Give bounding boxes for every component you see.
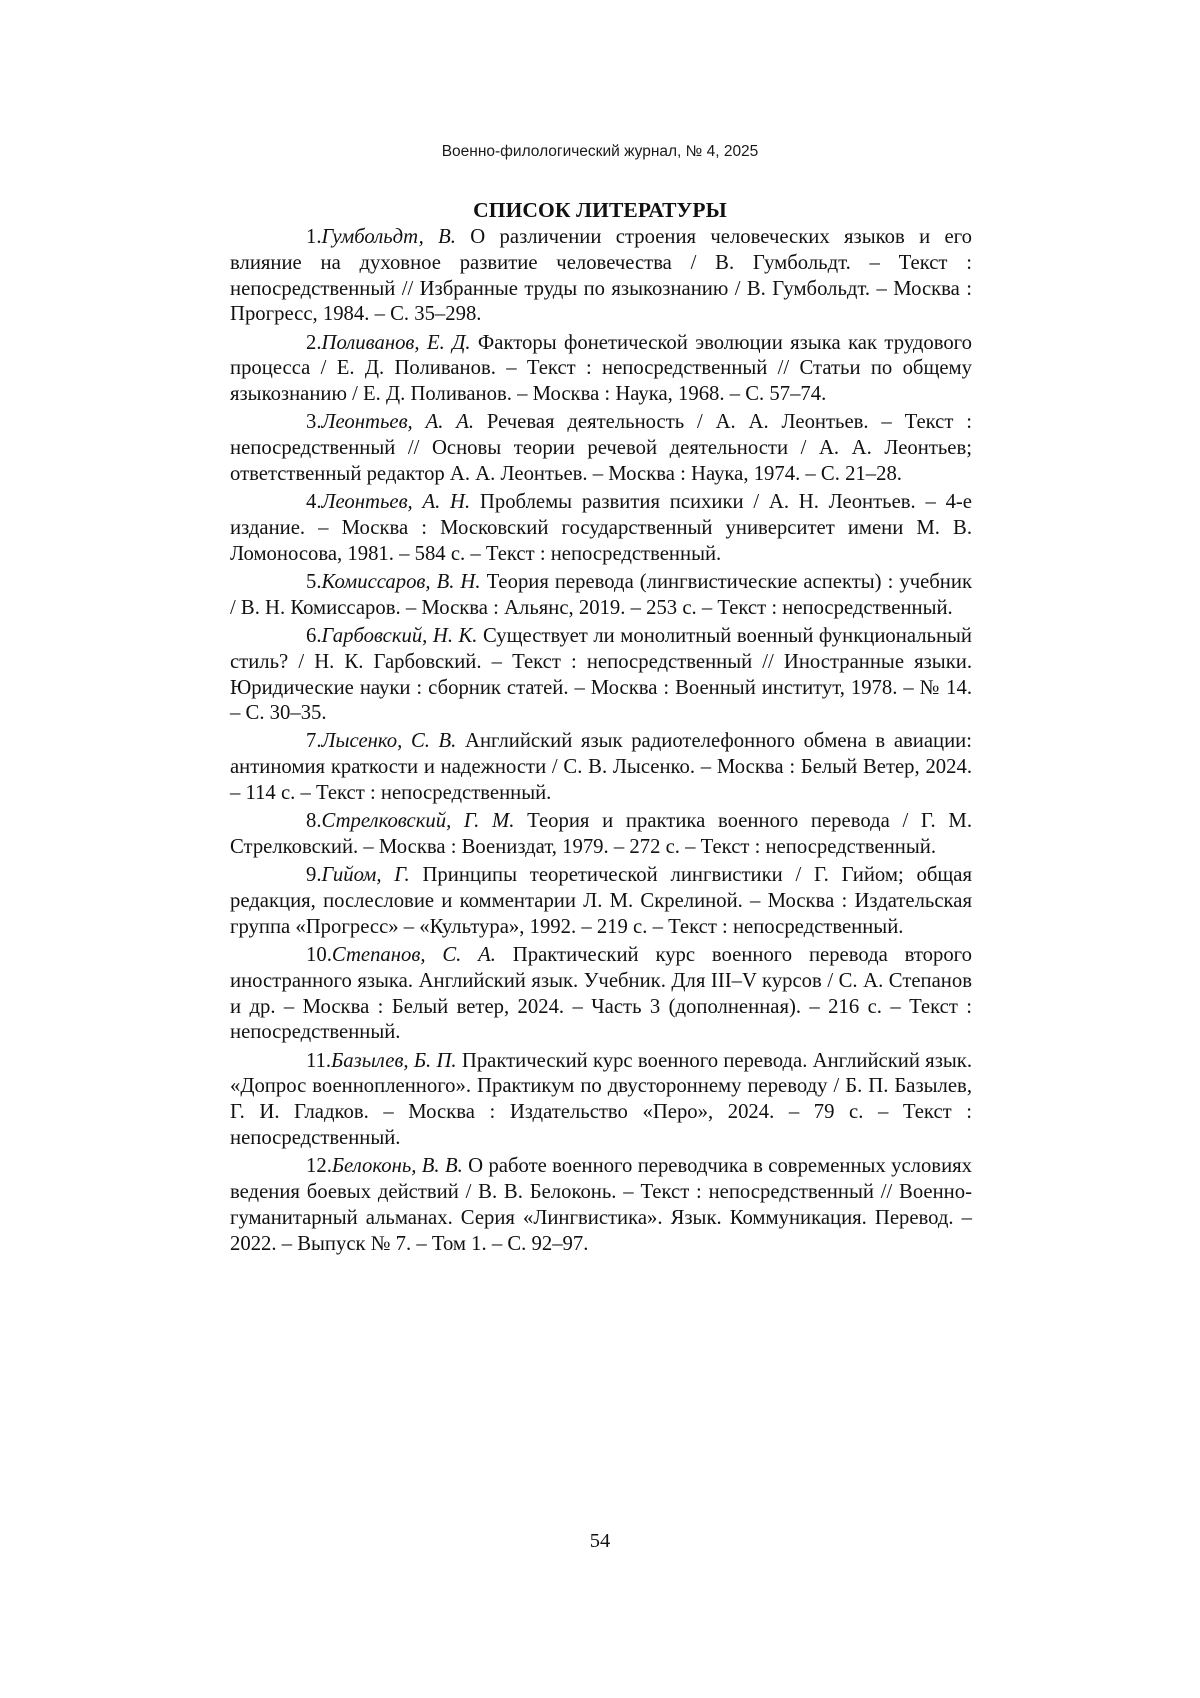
reference-item-10: [230, 943, 972, 1046]
reference-item-6: [230, 624, 972, 727]
reference-item-8: [230, 809, 972, 861]
reference-text: Факторы фонетической эволюции языка как трудового процесса / Е. Д. Поливанов. – Текст : непосредственный // Статьи по общему языкознанию / Е. Д. Поливанов. – Москва : Наука, 1968. – С. 57–74.: [230, 331, 972, 406]
reference-item-12: [230, 1154, 972, 1257]
reference-author: Леонтьев, А. А.: [321, 411, 475, 434]
reference-number: 1.: [306, 226, 322, 248]
reference-author: Комиссаров, В. Н.: [321, 570, 481, 593]
reference-text: Английский язык радиотелефонного обмена в авиации: антиномия краткости и надежности / С. В. Лысенко. – Москва : Белый Ветер, 2024. – 114 с. – Текст : непосредственный.: [230, 730, 972, 805]
reference-number: 5.: [306, 570, 322, 593]
reference-number: 7.: [306, 730, 322, 753]
reference-number: 12.: [306, 1155, 332, 1178]
reference-author: Поливанов, Е. Д.: [321, 331, 471, 354]
reference-number: 4.: [306, 491, 322, 514]
reference-item-4: [230, 490, 972, 567]
reference-author: Стрелковский, Г. М.: [321, 810, 515, 833]
reference-item-9: [230, 863, 972, 940]
reference-number: 11.: [306, 1049, 332, 1072]
reference-author: Белоконь, В. В.: [331, 1155, 463, 1178]
reference-item-7: [230, 729, 972, 806]
reference-author: Леонтьев, А. Н.: [321, 491, 471, 514]
reference-text: Теория перевода (лингвистические аспекты) : учебник / В. Н. Комиссаров. – Москва : Альянс, 2019. – 253 с. – Текст : непосредственный.: [230, 570, 972, 619]
reference-text: Существует ли монолитный военный функциональный стиль? / Н. К. Гарбовский. – Текст : непосредственный // Иностранные языки. Юридические науки : сборник статей. – Москва : Военный институт, 1978. – № 14. – С. 30–35.: [230, 624, 972, 725]
reference-author: Гийом, Г.: [321, 864, 410, 887]
reference-number: 6.: [306, 624, 322, 647]
reference-text: Практический курс военного перевода. Английский язык. «Допрос военнопленного». Практикум по двустороннему переводу / Б. П. Базылев, Г. И. Гладков. – Москва : Издательство «Перо», 2024. – 79 с. – Текст : непосредственный.: [230, 1049, 972, 1149]
reference-author: Лысенко, С. В.: [321, 730, 457, 753]
page-number: 54: [589, 1530, 611, 1552]
section-title: СПИСОК ЛИТЕРАТУРЫ: [473, 198, 727, 222]
reference-number: 3.: [306, 411, 322, 434]
reference-author: Гумбольдт, В.: [321, 226, 456, 248]
reference-number: 2.: [306, 331, 322, 354]
reference-item-5: [230, 570, 972, 622]
reference-number: 9.: [306, 864, 322, 887]
reference-text: Принципы теоретической лингвистики / Г. Гийом; общая редакция, послесловие и комментарии Л. М. Скрелиной. – Москва : Издательская группа «Прогресс» – «Культура», 1992. – 219 с. – Текст : непосредственный.: [230, 864, 973, 938]
reference-number: 10.: [306, 944, 332, 967]
reference-item-2: [230, 331, 972, 408]
reference-list: [230, 225, 972, 1260]
reference-text: Проблемы развития психики / А. Н. Леонтьев. – 4-е издание. – Москва : Московский государственный университет имени М. В. Ломоносова, 1981. – 584 с. – Текст : непосредственный.: [230, 491, 972, 565]
reference-text: О работе военного переводчика в современных условиях ведения боевых действий / В. В. Белоконь. – Текст : непосредственный // Военно-гуманитарный альманах. Серия «Лингвистика». Язык. Коммуникация. Перевод. – 2022. – Выпуск № 7. – Том 1. – С. 92–97.: [230, 1155, 973, 1255]
reference-text: Практический курс военного перевода второго иностранного языка. Английский язык. Учебник. Для III–V курсов / С. А. Степанов и др. – Москва : Белый ветер, 2024. – Часть 3 (дополненная). – 216 с. – Текст : непосредственный.: [230, 944, 972, 1044]
reference-author: Степанов, С. А.: [331, 944, 496, 967]
reference-item-1: [230, 225, 972, 328]
reference-item-3: [230, 410, 972, 487]
reference-author: Гарбовский, Н. К.: [321, 624, 478, 647]
reference-number: 8.: [306, 810, 322, 833]
reference-item-11: [230, 1049, 972, 1152]
reference-text: Теория и практика военного перевода / Г. М. Стрелковский. – Москва : Воениздат, 1979. – 272 с. – Текст : непосредственный.: [230, 810, 972, 859]
reference-text: Речевая деятельность / А. А. Леонтьев. – Текст : непосредственный // Основы теории речевой деятельности / А. А. Леонтьев; ответственный редактор А. А. Леонтьев. – Москва : Наука, 1974. – С. 21–28.: [230, 411, 972, 485]
reference-text: О различении строения человеческих языков и его влияние на духовное развитие человечества / В. Гумбольдт. – Текст : непосредственный // Избранные труды по языкознанию / В. Гумбольдт. – Москва : Прогресс, 1984. – С. 35–298.: [230, 226, 972, 326]
reference-author: Базылев, Б. П.: [331, 1049, 457, 1072]
running-head: Военно-филологический журнал, № 4, 2025: [441, 143, 759, 160]
